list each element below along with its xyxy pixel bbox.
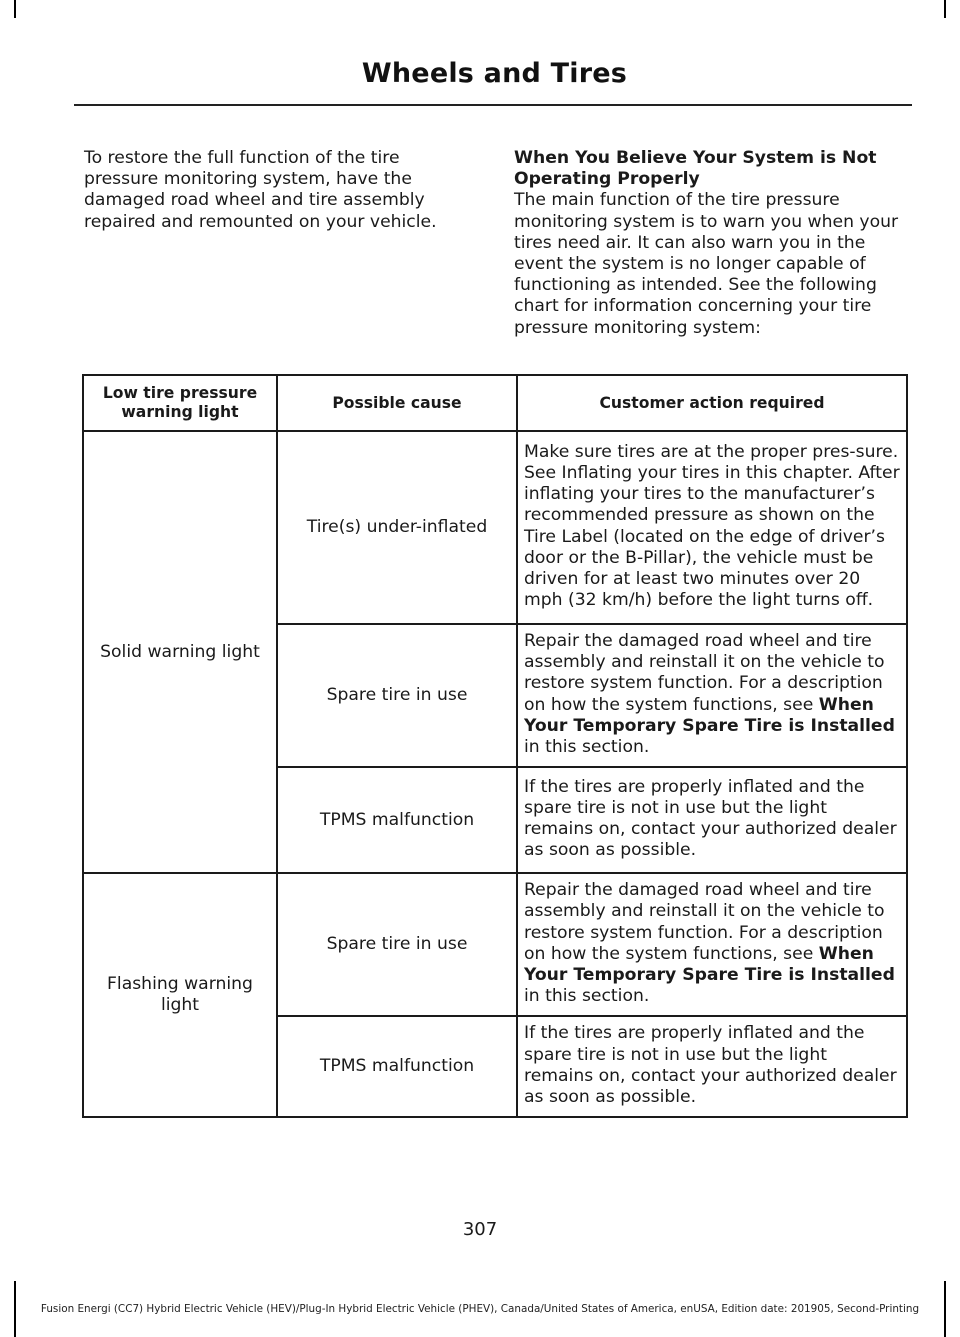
page-title: Wheels and Tires — [361, 58, 627, 89]
table-header-row — [83, 375, 907, 431]
header-possible-cause: Possible cause — [277, 375, 517, 431]
page-number: 307 — [462, 1219, 498, 1240]
right-paragraph: The main function of the tire pressure monitoring system is to warn you when your tires need air. It can also warn you in the event the system is no longer capable of functioning as intended. See the following chart for information concerning your tire pressure monitoring system: — [514, 190, 899, 338]
crop-mark-top-right — [944, 0, 946, 18]
crop-mark-top-left — [14, 0, 16, 18]
tpms-table — [82, 374, 908, 1118]
header-warning-light: Low tire pressure warning light — [83, 375, 277, 431]
left-column — [84, 148, 476, 233]
action-cell: If the tires are properly inflated and the spare tire is not in use but the light remains on, contact your authorized dealer as soon as possible. — [517, 1016, 907, 1117]
action-cell — [517, 873, 907, 1016]
action-cell: Make sure tires are at the proper pres-sure. See Inflating your tires in this chapter. After inflating your tires to the manufacturer’s recommended pressure as shown on the Tire Label (located on the edge of driver’s door or the B-Pillar), the vehicle must be driven for at least two minutes over 20 mph (32 km/h) before the light turns off. — [517, 431, 907, 624]
cause-cell: Spare tire in use — [277, 873, 517, 1016]
table-row — [83, 873, 907, 1016]
cause-cell: Spare tire in use — [277, 624, 517, 767]
action-text-end: in this section. — [524, 737, 650, 758]
right-column — [514, 148, 910, 339]
action-text: Repair the damaged road wheel and tire assembly and reinstall it on the vehicle to restore system function. For a description on how the system functions, see — [524, 880, 885, 964]
action-reference: When Your Temporary Spare Tire is Installed — [524, 943, 895, 986]
warning-light-cell: Solid warning light — [83, 431, 277, 873]
action-text: Repair the damaged road wheel and tire assembly and reinstall it on the vehicle to restore system function. For a description on how the system functions, see — [524, 631, 885, 715]
action-cell — [517, 624, 907, 767]
action-cell: If the tires are properly inflated and the spare tire is not in use but the light remains on, contact your authorized dealer as soon as possible. — [517, 767, 907, 873]
title-rule — [74, 104, 912, 106]
header-customer-action: Customer action required — [517, 375, 907, 431]
cause-cell: TPMS malfunction — [277, 767, 517, 873]
warning-light-cell: Flashing warning light — [83, 873, 277, 1117]
table-row — [83, 431, 907, 624]
footer-edition-info: Fusion Energi (CC7) Hybrid Electric Vehicle (HEV)/Plug-In Hybrid Electric Vehicle (PHEV), Canada/United States of America, enUSA, Edition date: 201905, Second-Printing — [40, 1303, 920, 1315]
section-heading: When You Believe Your System is Not Operating Properly — [514, 148, 877, 190]
left-paragraph: To restore the full function of the tire pressure monitoring system, have the damaged road wheel and tire assembly repaired and remounted on your vehicle. — [84, 148, 437, 232]
cause-cell: Tire(s) under-inflated — [277, 431, 517, 624]
action-reference: When Your Temporary Spare Tire is Installed — [524, 694, 895, 736]
cause-cell: TPMS malfunction — [277, 1016, 517, 1117]
action-text-end: in this section. — [524, 986, 650, 1007]
